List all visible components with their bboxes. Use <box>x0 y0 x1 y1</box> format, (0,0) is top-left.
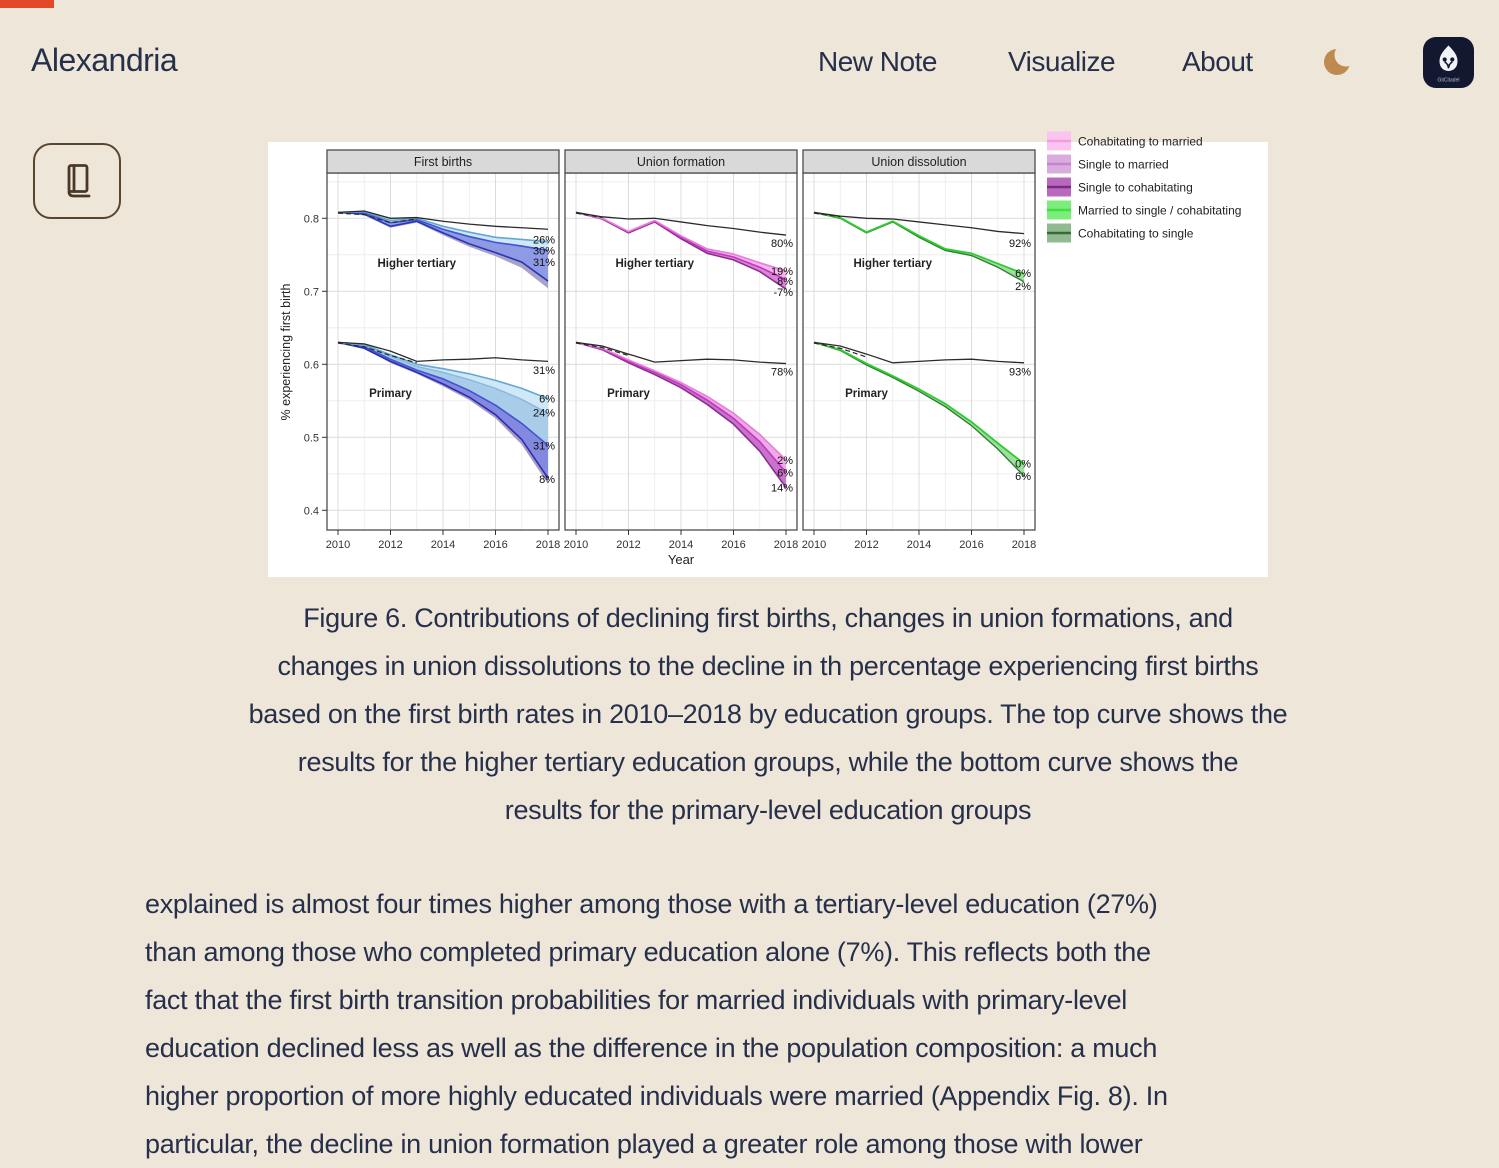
svg-text:Higher tertiary: Higher tertiary <box>615 258 695 271</box>
caption-line: based on the first birth rates in 2010–2018 by education groups. The top curve shows the <box>248 699 1288 729</box>
svg-text:Primary: Primary <box>369 388 412 401</box>
svg-text:0.7: 0.7 <box>303 286 319 299</box>
svg-text:6%: 6% <box>777 467 793 480</box>
svg-text:Cohabitating to single: Cohabitating to single <box>1078 226 1194 241</box>
svg-text:6%: 6% <box>1015 268 1031 281</box>
svg-text:GitCitadel: GitCitadel <box>1437 77 1460 84</box>
svg-text:80%: 80% <box>770 238 793 251</box>
svg-text:2018: 2018 <box>1011 539 1037 551</box>
figure-caption <box>118 594 1418 834</box>
article-line-clipped: particular, the decline in union formation played a greater role among those with lower <box>145 1129 1143 1159</box>
caption-line: results for the higher tertiary education groups, while the bottom curve shows the <box>297 747 1239 777</box>
svg-text:14%: 14% <box>770 482 793 495</box>
svg-text:2012: 2012 <box>854 539 879 551</box>
svg-text:8%: 8% <box>539 473 555 486</box>
svg-text:Year: Year <box>667 552 695 567</box>
gitcitadel-badge[interactable] <box>1423 37 1474 88</box>
theme-toggle[interactable] <box>1322 44 1356 78</box>
svg-text:31%: 31% <box>532 440 555 453</box>
svg-text:2010: 2010 <box>801 539 827 551</box>
svg-text:0%: 0% <box>1015 458 1031 471</box>
chart-panel-2 <box>802 150 1036 551</box>
book-icon <box>55 159 99 203</box>
svg-text:2%: 2% <box>1015 281 1031 294</box>
svg-text:% experiencing first birth: % experiencing first birth <box>279 283 293 421</box>
svg-text:31%: 31% <box>532 257 555 270</box>
svg-text:Primary: Primary <box>845 388 888 401</box>
gitcitadel-shield-icon <box>1423 37 1474 88</box>
svg-text:2010: 2010 <box>325 539 351 551</box>
svg-text:2018: 2018 <box>535 539 561 551</box>
figure-image <box>268 134 1268 577</box>
caption-line: results for the primary-level education groups <box>504 795 1032 825</box>
app-brand[interactable]: Alexandria <box>31 42 178 78</box>
chart-legend <box>1047 132 1241 243</box>
svg-text:2%: 2% <box>777 454 793 467</box>
svg-text:26%: 26% <box>532 234 555 247</box>
svg-text:92%: 92% <box>1008 238 1031 251</box>
svg-text:0.4: 0.4 <box>303 505 319 518</box>
svg-text:6%: 6% <box>539 393 555 406</box>
chart-panel-0 <box>326 150 560 551</box>
svg-text:Married to single / cohabitati: Married to single / cohabitating <box>1078 203 1242 218</box>
svg-text:93%: 93% <box>1008 366 1031 379</box>
svg-text:24%: 24% <box>532 407 555 420</box>
accent-strip <box>0 0 54 8</box>
svg-text:2012: 2012 <box>378 539 403 551</box>
svg-text:8%: 8% <box>777 276 793 289</box>
svg-text:78%: 78% <box>770 366 793 379</box>
svg-text:31%: 31% <box>532 365 555 378</box>
svg-text:Single to cohabitating: Single to cohabitating <box>1078 180 1193 195</box>
article-line: fact that the first birth transition probabilities for married individuals with primary-level <box>145 985 1128 1015</box>
reader-mode-button[interactable] <box>33 143 121 219</box>
article-line: higher proportion of more highly educated individuals were married (Appendix Fig. 8). In <box>145 1081 1168 1111</box>
svg-text:Single to married: Single to married <box>1078 157 1169 172</box>
svg-text:2016: 2016 <box>483 539 508 551</box>
svg-text:2012: 2012 <box>616 539 641 551</box>
moon-icon <box>1322 44 1356 78</box>
nav-about[interactable]: About <box>1182 46 1253 77</box>
svg-text:Higher tertiary: Higher tertiary <box>377 258 457 271</box>
nav-new-note[interactable]: New Note <box>818 46 937 77</box>
svg-text:2014: 2014 <box>906 539 932 551</box>
svg-text:30%: 30% <box>532 245 555 258</box>
svg-text:Cohabitating to married: Cohabitating to married <box>1078 134 1203 149</box>
svg-text:2016: 2016 <box>721 539 746 551</box>
svg-text:Primary: Primary <box>607 388 650 401</box>
chart-panel-1 <box>564 150 798 551</box>
nav-visualize[interactable]: Visualize <box>1008 46 1116 77</box>
svg-text:0.8: 0.8 <box>303 213 319 226</box>
article-paragraph <box>145 880 1405 1168</box>
svg-text:2014: 2014 <box>668 539 694 551</box>
svg-text:Union formation: Union formation <box>636 155 726 169</box>
svg-text:6%: 6% <box>1015 470 1031 483</box>
svg-text:0.5: 0.5 <box>303 432 319 445</box>
article-line: explained is almost four times higher among those with a tertiary-level education (27%) <box>145 889 1158 919</box>
figure-chart <box>268 134 1268 577</box>
caption-line: changes in union dissolutions to the decline in th percentage experiencing first births <box>277 651 1259 681</box>
svg-text:First births: First births <box>413 155 473 169</box>
svg-text:2014: 2014 <box>430 539 456 551</box>
svg-text:0.6: 0.6 <box>303 359 319 372</box>
svg-text:2018: 2018 <box>773 539 799 551</box>
svg-text:19%: 19% <box>770 265 793 278</box>
svg-text:2016: 2016 <box>959 539 984 551</box>
svg-text:Higher tertiary: Higher tertiary <box>853 258 933 271</box>
svg-text:-7%: -7% <box>773 287 793 300</box>
caption-line: Figure 6. Contributions of declining first births, changes in union formations, and <box>303 603 1233 633</box>
article-line: education declined less as well as the difference in the population composition: a much <box>145 1033 1158 1063</box>
article-line: than among those who completed primary education alone (7%). This reflects both the <box>145 937 1151 967</box>
svg-text:Union dissolution: Union dissolution <box>871 155 967 169</box>
svg-text:2010: 2010 <box>563 539 589 551</box>
